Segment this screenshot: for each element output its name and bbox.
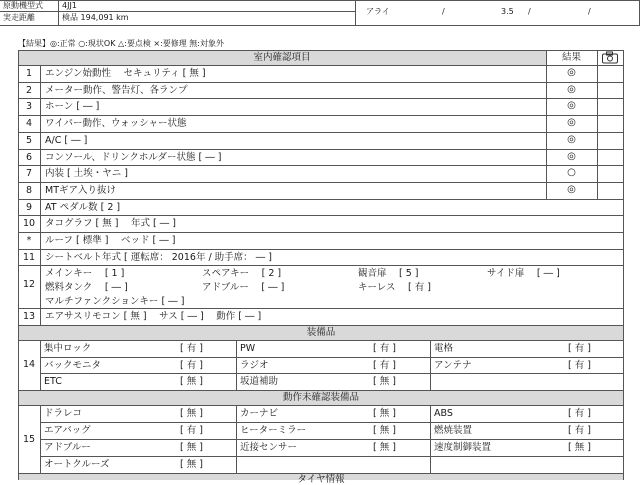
table-border bbox=[18, 65, 624, 66]
result-column-header: 結果 bbox=[561, 52, 581, 63]
result-mark: ◎ bbox=[567, 100, 576, 112]
mileage-label: 実走距離 bbox=[3, 13, 35, 22]
table-border bbox=[236, 405, 237, 473]
table-border bbox=[430, 405, 431, 473]
check-item-label: シートベルト年式 [ 運転席： 2016年 / 助手席： ― ] bbox=[45, 251, 272, 263]
equipment-status: [ 有 ] bbox=[180, 343, 203, 354]
table-border bbox=[236, 340, 237, 390]
alignment-slash: / bbox=[528, 7, 531, 16]
table-border bbox=[18, 132, 624, 133]
engine-type-value: 4JJ1 bbox=[62, 1, 77, 10]
result-mark: ◎ bbox=[567, 117, 576, 129]
check-item-label: MTギア入り抜け bbox=[45, 184, 116, 196]
result-mark: ◎ bbox=[567, 83, 576, 95]
table-border bbox=[18, 182, 624, 183]
result-mark: ◎ bbox=[567, 150, 576, 162]
equipment-status: [ 無 ] bbox=[373, 376, 396, 388]
equipment-name: カーナビ bbox=[240, 408, 279, 419]
mileage-value: 検品 194,091 km bbox=[62, 13, 129, 22]
table-border bbox=[18, 232, 624, 233]
equipment-name: ドラレコ bbox=[44, 408, 83, 419]
table-border bbox=[18, 405, 624, 406]
table-border bbox=[40, 439, 624, 440]
row-number: * bbox=[26, 235, 32, 246]
interior-section-title: 室内確認項目 bbox=[253, 52, 311, 63]
table-border bbox=[18, 98, 624, 99]
equipment-status: [ 有 ] bbox=[373, 343, 396, 354]
table-border bbox=[18, 82, 624, 83]
table-border bbox=[18, 215, 624, 216]
keyless-field: キーレス [ 有 ] bbox=[358, 282, 431, 293]
row-number: 14 bbox=[22, 359, 36, 370]
equipment-name: バックモニタ bbox=[44, 359, 102, 371]
table-border bbox=[40, 65, 41, 325]
header-top-border bbox=[0, 0, 640, 1]
table-border bbox=[18, 115, 624, 116]
equipment-name: 燃焼装置 bbox=[434, 425, 473, 436]
table-border bbox=[18, 265, 624, 266]
table-border bbox=[18, 199, 624, 200]
row-number: 3 bbox=[25, 101, 33, 113]
row-number: 7 bbox=[25, 168, 33, 180]
result-legend: 【結果】◎:正常 ○:現状OK △:要点検 ×:要修理 無:対象外 bbox=[18, 39, 225, 48]
alignment-label: アライ bbox=[366, 7, 390, 16]
check-item-label: ホーン [ ― ] bbox=[45, 101, 100, 113]
check-item-label: ワイパー動作、ウォッシャー状態 bbox=[45, 118, 187, 130]
header-bottom-border bbox=[0, 25, 640, 26]
equipment-status: [ 有 ] bbox=[568, 425, 591, 436]
row-number: 9 bbox=[25, 201, 33, 213]
equipment-name: ABS bbox=[434, 408, 453, 419]
result-mark: ◎ bbox=[567, 67, 576, 78]
equipment-status: [ 無 ] bbox=[180, 376, 203, 388]
adblue-field: アドブルー [ ― ] bbox=[202, 282, 285, 293]
equipment-status: [ 無 ] bbox=[180, 442, 203, 453]
air-suspension-field: エアサスリモコン [ 無 ] サス [ ― ] 動作 [ ― ] bbox=[45, 311, 262, 322]
equipment-name: 近接センサー bbox=[240, 442, 298, 453]
equipment-name: アンテナ bbox=[434, 359, 472, 371]
equipment-status: [ 無 ] bbox=[373, 442, 396, 453]
row-number: 6 bbox=[25, 151, 33, 163]
tire-section-title: タイヤ情報 bbox=[297, 474, 345, 485]
row-number: 13 bbox=[22, 311, 36, 322]
side-door-field: サイド扉 [ ― ] bbox=[487, 268, 560, 279]
table-border bbox=[18, 340, 624, 341]
rear-door-field: 観音扉 [ 5 ] bbox=[358, 268, 419, 279]
check-item-label: AT ペダル数 [ 2 ] bbox=[45, 201, 121, 213]
table-border bbox=[40, 373, 624, 374]
check-item-label: A/C [ ― ] bbox=[45, 134, 88, 146]
alignment-slash: / bbox=[442, 7, 445, 16]
row-number: 4 bbox=[25, 118, 33, 130]
equipment-name: 電格 bbox=[434, 343, 454, 354]
check-item-label: エンジン始動性 セキュリティ [ 無 ] bbox=[45, 68, 206, 79]
table-border bbox=[430, 340, 431, 390]
result-mark: ◎ bbox=[567, 183, 576, 195]
equipment-name: オートクルーズ bbox=[44, 459, 110, 470]
table-border bbox=[40, 357, 624, 358]
check-item-label: メーター動作、警告灯、各ランプ bbox=[45, 84, 188, 96]
row-number: 1 bbox=[25, 68, 33, 79]
alignment-slash: / bbox=[588, 7, 591, 16]
equipment-name: 集中ロック bbox=[44, 343, 92, 354]
table-border bbox=[18, 249, 624, 250]
header-mid-border bbox=[0, 11, 355, 12]
table-border bbox=[18, 50, 624, 51]
equipment-name: ヒーターミラー bbox=[240, 425, 307, 436]
equipment-status: [ 有 ] bbox=[180, 425, 203, 436]
equipment-name: ETC bbox=[44, 376, 62, 388]
equipment-status: [ 無 ] bbox=[373, 408, 396, 419]
equipment-status: [ 有 ] bbox=[373, 359, 396, 371]
row-number: 8 bbox=[25, 184, 33, 196]
table-border bbox=[40, 405, 41, 473]
fuel-tank-field: 燃料タンク [ ― ] bbox=[45, 282, 128, 293]
main-key-field: メインキー [ 1 ] bbox=[45, 268, 125, 279]
equipment-section-title: 装備品 bbox=[306, 327, 336, 338]
equipment-name: ラジオ bbox=[240, 359, 269, 371]
table-border bbox=[18, 165, 624, 166]
table-border bbox=[40, 456, 624, 457]
equipment-status: [ 有 ] bbox=[180, 359, 203, 371]
engine-type-label: 原動機型式 bbox=[3, 1, 43, 10]
alignment-value: 3.5 bbox=[501, 7, 514, 16]
check-item-label: ルーフ [ 標準 ] ベッド [ ― ] bbox=[45, 235, 176, 246]
equipment-name: アドブルー bbox=[44, 442, 91, 453]
row-number: 12 bbox=[22, 279, 36, 290]
table-border bbox=[40, 422, 624, 423]
check-item-label: 内装 [ 土埃・ヤニ ] bbox=[45, 168, 128, 180]
equipment-name: エアバッグ bbox=[44, 425, 91, 436]
result-mark: ○ bbox=[567, 167, 576, 179]
equipment-name: 速度制御装置 bbox=[434, 442, 492, 453]
equipment-status: [ 無 ] bbox=[180, 408, 203, 419]
equipment-status: [ 有 ] bbox=[568, 359, 591, 371]
row-number: 10 bbox=[22, 218, 36, 230]
multifunction-key-field: マルチファンクションキー [ ― ] bbox=[45, 296, 185, 307]
check-item-label: コンソール、ドリンクホルダー状態 [ ― ] bbox=[45, 151, 222, 163]
table-border bbox=[18, 149, 624, 150]
row-number: 2 bbox=[25, 84, 33, 96]
table-border bbox=[18, 308, 624, 309]
camera-icon bbox=[601, 51, 619, 64]
equipment-status: [ 無 ] bbox=[568, 442, 591, 453]
row-number: 15 bbox=[22, 434, 36, 445]
unchecked-section-title: 動作未確認装備品 bbox=[282, 392, 359, 403]
header-divider bbox=[58, 0, 59, 25]
row-number: 5 bbox=[25, 134, 33, 146]
equipment-name: PW bbox=[240, 343, 256, 354]
equipment-status: [ 有 ] bbox=[568, 408, 591, 419]
equipment-status: [ 有 ] bbox=[568, 343, 591, 354]
table-border bbox=[40, 340, 41, 390]
table-border bbox=[597, 50, 598, 199]
spare-key-field: スペアキー [ 2 ] bbox=[202, 268, 282, 279]
equipment-status: [ 無 ] bbox=[180, 459, 203, 470]
check-item-label: タコグラフ [ 無 ] 年式 [ ― ] bbox=[45, 218, 176, 230]
equipment-name: 坂道補助 bbox=[240, 376, 279, 388]
equipment-status: [ 無 ] bbox=[373, 425, 396, 436]
header-divider bbox=[355, 0, 356, 25]
result-mark: ◎ bbox=[567, 133, 576, 145]
row-number: 11 bbox=[22, 251, 36, 263]
